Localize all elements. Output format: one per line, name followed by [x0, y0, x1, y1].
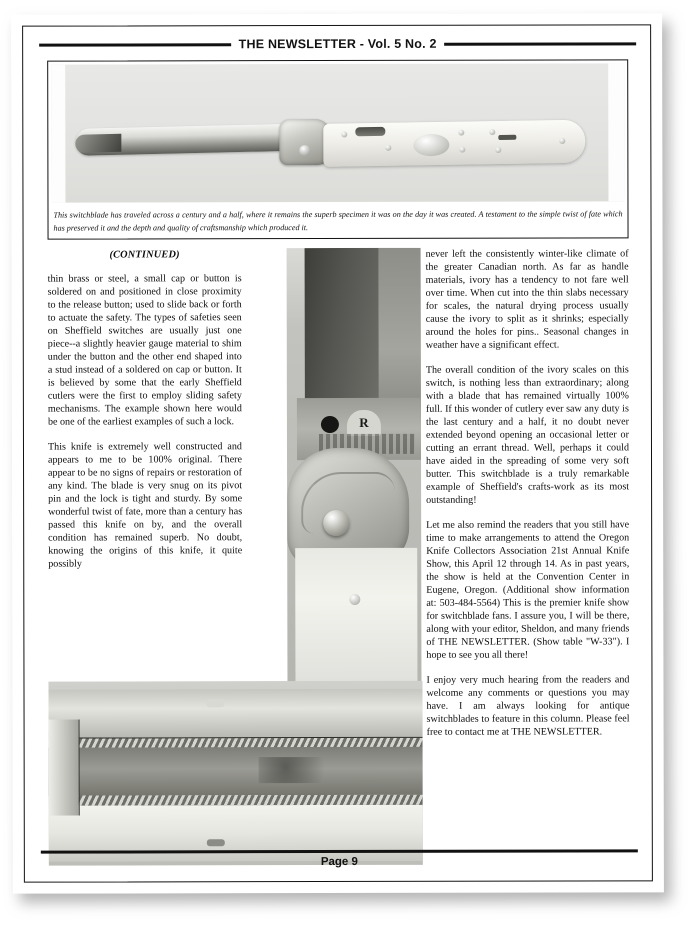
handle-inlay-slot	[355, 127, 385, 136]
body-paragraph: never left the consistently winter-like climate of the greater Canadian north. As far as handle materials, ivory has a tendency to not fare well over time. When cut into the thin slabs necessary for scales, the natural drying process usually cause the ivory to split as it shrinks; especially around the holes for pins.. Seasonal changes in weather have a significant effect.	[425, 248, 629, 351]
page-border-frame	[22, 24, 653, 882]
blade-tang-light-face	[379, 248, 422, 418]
handle-pin	[341, 131, 347, 137]
upper-ivory-scale	[48, 689, 422, 738]
tang-pin-hole	[321, 416, 339, 433]
masthead-title: THE NEWSLETTER - Vol. 5 No. 2	[238, 36, 437, 52]
knife-blade-shape	[75, 124, 291, 156]
scale-pin	[349, 594, 360, 605]
handle-pin	[559, 138, 565, 144]
handle-secondary-slot	[498, 135, 516, 140]
switchblade-full-photo	[51, 63, 624, 202]
spine-pin-lower	[207, 839, 225, 846]
newsletter-page-sheet	[11, 13, 664, 893]
continued-heading: (CONTINUED)	[109, 249, 180, 261]
body-paragraph: The overall condition of the ivory scales on this switch, is nothing less than extraordinary; along with a blade that has remained virtually 100% full. If this wonder of cutlery ever saw any duty is the last century and a half, it no doubt never extended beyond opening an occasional letter or cutting an errant thread. Well, perhaps it could have aided in the spreading of some very soft butter. This switchblade is a truly remarkable example of Sheffield's crafts-work as its most outstanding!	[425, 364, 630, 506]
photo-margin-right	[608, 63, 624, 201]
handle-oval-shield	[413, 134, 449, 157]
knife-spine-closeup-photo	[48, 681, 422, 866]
blade-tang-closeup-photo	[287, 248, 422, 693]
ivory-scale-surface	[295, 548, 417, 693]
figure-box	[47, 59, 628, 239]
spine-pin-upper	[207, 699, 225, 707]
masthead	[39, 31, 636, 56]
knife-handle-shape	[323, 120, 585, 167]
handle-pin	[495, 147, 501, 153]
body-paragraph: Let me also remind the readers that you still have time to make arrangements to attend the Oregon Knife Collectors Association 21st Annual Knife Show, this April 12 through 14. As in past years, the show is held at the Convention Center in Eugene, Oregon. (Additional show information at: 503-484-5564) This is the premier knife show for switchblade fans. I assure you, I will be there, along with your editor, Sheldon, and many friends of THE NEWSLETTER. (Show table "W-33"). I hope to see you all there!	[426, 519, 630, 661]
handle-pin	[459, 147, 465, 153]
left-text-column	[48, 248, 243, 582]
footer-rule	[41, 849, 638, 853]
masthead-rule-left	[39, 43, 231, 46]
page-number: Page 9	[320, 855, 358, 869]
handle-pin	[489, 129, 495, 135]
makers-mark-letter: R	[347, 410, 381, 436]
body-paragraph: I enjoy very much hearing from the readers and welcome any comments or questions you may have. I am always looking for antique switchblades to feature in this column. Please feel free to contact me at THE NEWSLETTER.	[426, 674, 630, 738]
handle-pin	[458, 130, 464, 136]
handle-pin	[385, 145, 391, 151]
release-button-stud	[323, 510, 349, 536]
blade-tang-dark-face	[305, 248, 379, 406]
body-paragraph: thin brass or steel, a small cap or button is soldered on and positioned in close proximity to the release button; used to slide back or forth to actuate the safety. The types of safeties seen on Sheffield switches are usually just one piece--a slightly heavier gauge material to shim under the button and the other end shaped into a stud instead of a soldered on cap or button. It is believed by some that the early Sheffield cutlers were the first to employ sliding safety mechanisms. The example shown here would be one of the earliest examples of such a lock.	[47, 273, 242, 428]
masthead-rule-right	[445, 42, 637, 45]
body-paragraph: This knife is extremely well constructed and appears to me to be 100% original. There appear to be no signs of repairs or restoration of any kind. The blade is very snug on its pivot pin and the lock is tight and sturdy. By some wonderful twist of fate, more than a century has passed this knife on by, and the overall condition has remained superb. No doubt, knowing the origins of this knife, it quite possibly	[47, 441, 243, 570]
figure-caption: This switchblade has traveled across a century and a half, where it remains the superb specimen it was on the day it was created. A testament to the simple twist of fate which has preserved it and the depth and quality of craftsmanship which produced it.	[53, 209, 623, 233]
right-text-column	[426, 247, 630, 750]
photo-margin-left	[51, 65, 65, 203]
spine-bolster-end	[49, 720, 80, 816]
knife-back-spring	[49, 747, 423, 796]
